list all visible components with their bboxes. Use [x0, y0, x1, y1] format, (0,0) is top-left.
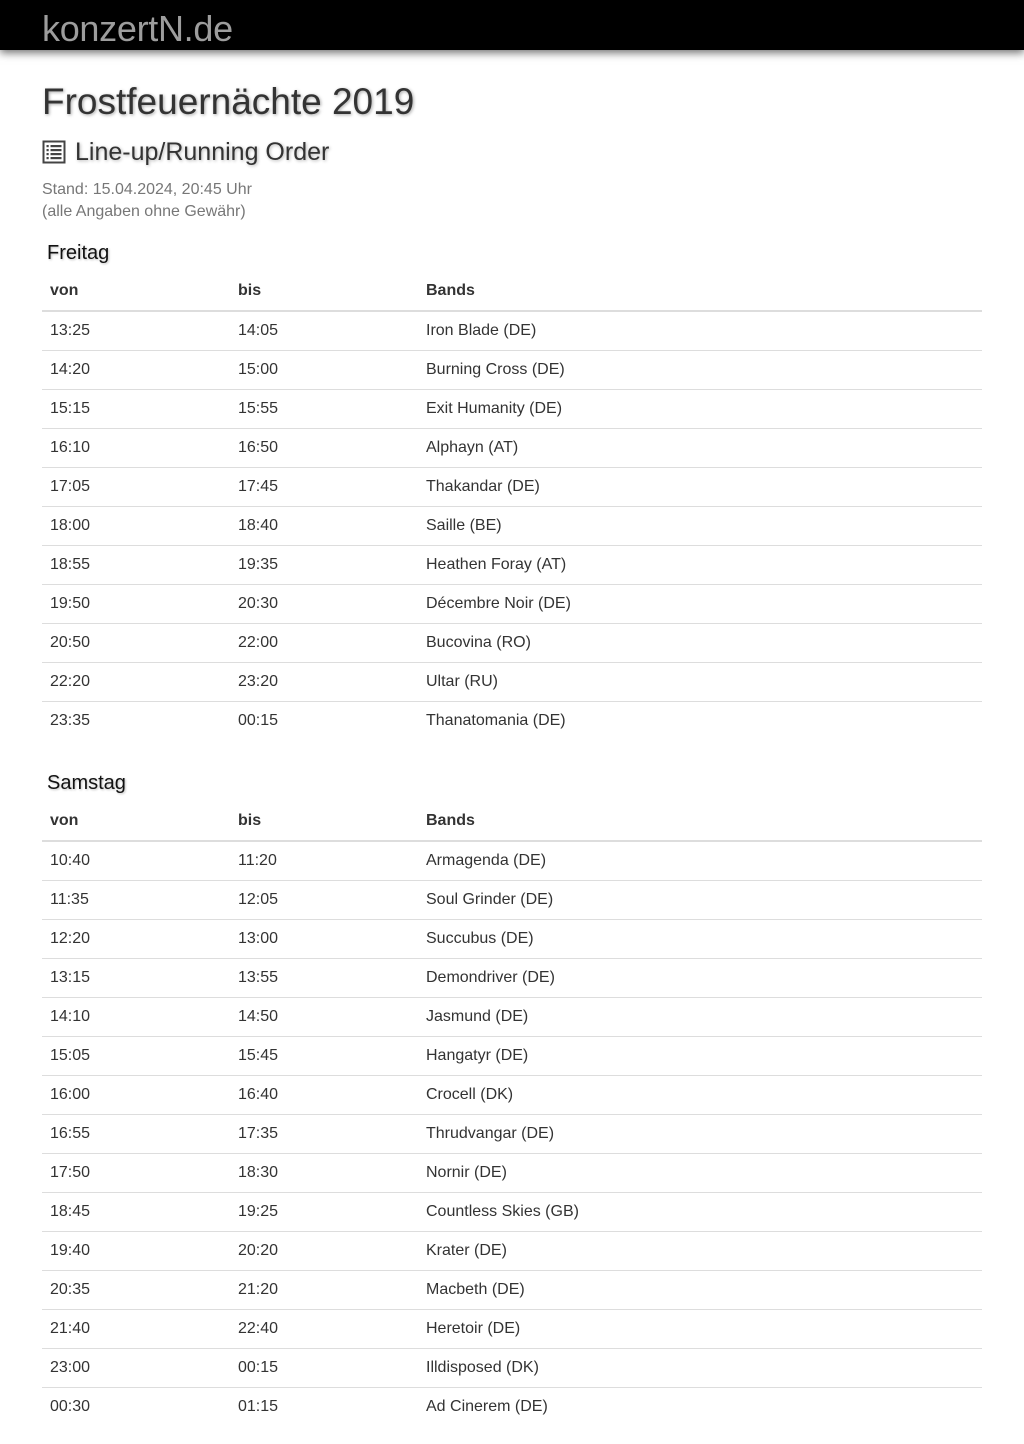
time-from: 13:25 [50, 322, 91, 339]
disclaimer: (alle Angaben ohne Gewähr) [42, 203, 246, 220]
table-row [42, 1388, 982, 1427]
day-title-samstag: Samstag [47, 772, 126, 794]
time-to: 18:30 [230, 1154, 418, 1193]
time-to: 17:35 [230, 1115, 418, 1154]
time-from: 19:50 [42, 585, 230, 624]
band-name: Thanatomania (DE) [418, 702, 982, 741]
time-from: 23:35 [42, 702, 230, 741]
band-name: Exit Humanity (DE) [418, 390, 982, 429]
table-row [42, 1076, 982, 1115]
table-row [42, 390, 982, 429]
table-row [42, 585, 982, 624]
lineup-meta [42, 179, 982, 223]
time-from: 12:20 [42, 920, 230, 959]
time-from: 11:35 [42, 881, 230, 920]
band-name: Thrudvangar (DE) [418, 1115, 982, 1154]
table-header-row [42, 272, 982, 311]
time-to: 15:55 [230, 390, 418, 429]
time-from: 15:15 [42, 390, 230, 429]
time-to: 00:15 [230, 702, 418, 741]
time-from: 16:10 [42, 429, 230, 468]
time-from: 16:55 [42, 1115, 230, 1154]
time-from: 14:10 [42, 998, 230, 1037]
table-row [42, 546, 982, 585]
band-name: Ultar (RU) [418, 663, 982, 702]
time-from: 18:00 [42, 507, 230, 546]
band-name: Heretoir (DE) [418, 1310, 982, 1349]
time-from: 22:20 [42, 663, 230, 702]
band-name: Jasmund (DE) [418, 998, 982, 1037]
time-to: 11:20 [238, 852, 277, 869]
top-navbar [0, 0, 1024, 50]
table-row [42, 1193, 982, 1232]
table-row [42, 429, 982, 468]
band-name: Burning Cross (DE) [418, 351, 982, 390]
band-name: Macbeth (DE) [418, 1271, 982, 1310]
table-row [42, 1349, 982, 1388]
main-content [0, 50, 1024, 1426]
time-from: 17:05 [42, 468, 230, 507]
day-title-freitag: Freitag [47, 242, 110, 264]
band-name: Demondriver (DE) [418, 959, 982, 998]
header-bis: bis [230, 272, 418, 311]
time-from: 17:50 [42, 1154, 230, 1193]
band-name: Illdisposed (DK) [418, 1349, 982, 1388]
time-from: 10:40 [50, 852, 91, 869]
table-row [42, 311, 982, 351]
band-name: Iron Blade (DE) [426, 322, 537, 339]
time-to: 01:15 [230, 1388, 418, 1427]
time-to: 20:20 [230, 1232, 418, 1271]
time-from: 13:15 [42, 959, 230, 998]
table-row [42, 663, 982, 702]
time-from: 00:30 [42, 1388, 230, 1427]
time-to: 22:00 [230, 624, 418, 663]
header-von: von [42, 272, 230, 311]
table-row [42, 881, 982, 920]
list-icon [42, 140, 66, 164]
table-row [42, 702, 982, 741]
time-from: 20:35 [42, 1271, 230, 1310]
band-name: Crocell (DK) [418, 1076, 982, 1115]
time-to: 14:50 [230, 998, 418, 1037]
header-von: von [42, 802, 230, 841]
brand-link[interactable]: konzertN.de [42, 8, 233, 49]
band-name: Krater (DE) [418, 1232, 982, 1271]
page-title: Frostfeuernächte 2019 [42, 81, 415, 122]
time-to: 21:20 [230, 1271, 418, 1310]
time-to: 15:45 [230, 1037, 418, 1076]
time-to: 22:40 [230, 1310, 418, 1349]
time-to: 19:35 [230, 546, 418, 585]
table-row [42, 1310, 982, 1349]
band-name: Décembre Noir (DE) [418, 585, 982, 624]
time-to: 20:30 [230, 585, 418, 624]
time-to: 12:05 [230, 881, 418, 920]
table-row [42, 351, 982, 390]
band-name: Ad Cinerem (DE) [418, 1388, 982, 1427]
band-name: Saille (BE) [418, 507, 982, 546]
table-row [42, 468, 982, 507]
time-from: 23:00 [42, 1349, 230, 1388]
time-from: 21:40 [42, 1310, 230, 1349]
band-name: Thakandar (DE) [418, 468, 982, 507]
time-from: 20:50 [42, 624, 230, 663]
table-row [42, 920, 982, 959]
time-from: 16:00 [42, 1076, 230, 1115]
table-row [42, 1115, 982, 1154]
schedule-table-freitag [42, 272, 982, 740]
band-name: Bucovina (RO) [418, 624, 982, 663]
band-name: Hangatyr (DE) [418, 1037, 982, 1076]
header-bands: Bands [418, 802, 982, 841]
table-row [42, 959, 982, 998]
band-name: Countless Skies (GB) [418, 1193, 982, 1232]
time-to: 00:15 [230, 1349, 418, 1388]
band-name: Heathen Foray (AT) [418, 546, 982, 585]
time-to: 16:50 [230, 429, 418, 468]
lineup-heading-text: Line-up/Running Order [75, 137, 330, 166]
lineup-heading [42, 123, 982, 169]
time-to: 13:55 [230, 959, 418, 998]
stand-timestamp: Stand: 15.04.2024, 20:45 Uhr [42, 181, 252, 198]
band-name: Soul Grinder (DE) [418, 881, 982, 920]
table-row [42, 1271, 982, 1310]
table-row [42, 998, 982, 1037]
time-to: 14:05 [238, 322, 279, 339]
table-row [42, 507, 982, 546]
schedule-table-samstag [42, 802, 982, 1426]
table-row [42, 1154, 982, 1193]
table-row [42, 1232, 982, 1271]
band-name: Alphayn (AT) [418, 429, 982, 468]
band-name: Armagenda (DE) [426, 852, 547, 869]
time-from: 15:05 [42, 1037, 230, 1076]
time-to: 19:25 [230, 1193, 418, 1232]
band-name: Succubus (DE) [418, 920, 982, 959]
time-to: 16:40 [230, 1076, 418, 1115]
time-to: 13:00 [230, 920, 418, 959]
time-to: 23:20 [230, 663, 418, 702]
time-from: 14:20 [42, 351, 230, 390]
time-from: 18:55 [42, 546, 230, 585]
time-from: 19:40 [42, 1232, 230, 1271]
table-header-row [42, 802, 982, 841]
time-to: 15:00 [230, 351, 418, 390]
time-to: 18:40 [230, 507, 418, 546]
table-row [42, 841, 982, 881]
time-from: 18:45 [42, 1193, 230, 1232]
band-name: Nornir (DE) [418, 1154, 982, 1193]
table-row [42, 1037, 982, 1076]
table-row [42, 624, 982, 663]
time-to: 17:45 [230, 468, 418, 507]
header-bis: bis [230, 802, 418, 841]
header-bands: Bands [418, 272, 982, 311]
